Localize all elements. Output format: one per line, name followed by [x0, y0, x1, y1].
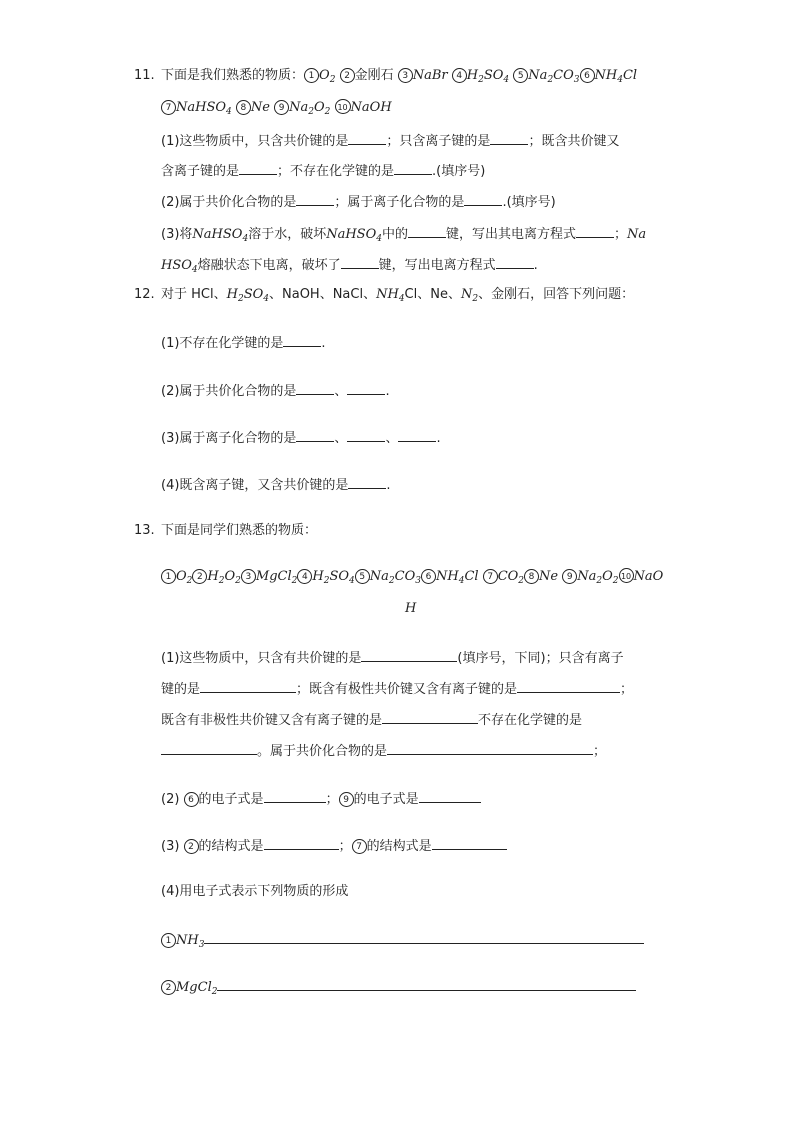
circled-number-icon: 9 — [339, 792, 354, 807]
answer-blank[interactable] — [204, 930, 644, 944]
answer-blank[interactable] — [347, 381, 385, 395]
circled-number-icon: 9 — [562, 569, 577, 584]
answer-blank[interactable] — [398, 428, 436, 442]
circled-number-icon: 3 — [241, 569, 256, 584]
q12-part3: (3)属于离子化合物的是 、 、 . — [161, 428, 441, 448]
circled-number-icon: 3 — [398, 68, 413, 83]
answer-blank[interactable] — [348, 475, 386, 489]
answer-blank[interactable] — [347, 428, 385, 442]
circled-number-icon: 7 — [161, 100, 176, 115]
answer-blank[interactable] — [464, 192, 502, 206]
q12-intro: 对于 HCl、$H_2SO_4$、NaOH、NaCl、$NH_4Cl$、Ne、$N_2$、金刚石，回答下列问题： — [161, 287, 635, 304]
answer-blank[interactable] — [239, 161, 277, 175]
q13-part1-cont3: 。属于共价化合物的是 ； — [161, 741, 606, 761]
answer-blank[interactable] — [517, 679, 620, 693]
answer-blank[interactable] — [496, 255, 534, 269]
question-number: 11. — [134, 68, 155, 83]
circled-number-icon: 4 — [452, 68, 467, 83]
circled-number-icon: 5 — [355, 569, 370, 584]
circled-number-icon: 2 — [184, 839, 199, 854]
answer-blank[interactable] — [408, 224, 446, 238]
answer-blank[interactable] — [382, 710, 478, 724]
q13-part1-cont1: 键的是 ；既含有极性共价键又含有离子键的是 ； — [161, 679, 633, 699]
q13-part4-item2: 2 MgCl$_2$ — [161, 977, 636, 997]
q13-part4-item1: 1 $NH_3$ — [161, 930, 644, 950]
circled-number-icon: 1 — [161, 933, 176, 948]
answer-blank[interactable] — [200, 679, 296, 693]
answer-blank[interactable] — [296, 192, 334, 206]
answer-blank[interactable] — [264, 789, 326, 803]
answer-blank[interactable] — [217, 977, 636, 991]
q12-part4: (4)既含离子键，又含共价键的是 . — [161, 475, 391, 495]
q11-part1: (1)这些物质中，只含共价键的是 ；只含离子键的是 ；既含共价键又 — [161, 131, 619, 151]
circled-number-icon: 7 — [483, 569, 498, 584]
q11-substance-list-line1: 下面是我们熟悉的物质： 1 $O_2$ 2 金刚石 3 NaBr 4 $H_2SO_4$ 5 $Na_2CO_3$ 6 $NH_4Cl$ — [161, 68, 638, 85]
q13-part4: (4)用电子式表示下列物质的形成 — [161, 884, 349, 899]
q11-part3: (3)将NaHSO$_4$溶于水，破坏NaHSO$_4$中的 键，写出其电离方程式 ；Na — [161, 224, 646, 244]
q12-part1: (1)不存在化学键的是 . — [161, 333, 326, 353]
q12-part2: (2)属于共价化合物的是 、 . — [161, 381, 390, 401]
question-number: 12. — [134, 287, 155, 302]
q11-intro: 下面是我们熟悉的物质： — [161, 68, 305, 83]
circled-number-icon: 2 — [192, 569, 207, 584]
answer-blank[interactable] — [283, 333, 321, 347]
circled-number-icon: 5 — [513, 68, 528, 83]
circled-number-icon: 9 — [274, 100, 289, 115]
answer-blank[interactable] — [161, 741, 257, 755]
circled-number-icon: 6 — [421, 569, 436, 584]
q13-part3: (3) 2 的结构式是 ； 7 的结构式是 — [161, 836, 507, 856]
answer-blank[interactable] — [419, 789, 481, 803]
answer-blank[interactable] — [341, 255, 379, 269]
answer-blank[interactable] — [394, 161, 432, 175]
circled-number-icon: 10 — [335, 99, 351, 114]
circled-number-icon: 6 — [184, 792, 199, 807]
q13-part1-cont2: 既含有非极性共价键又含有离子键的是 不存在化学键的是 — [161, 710, 582, 730]
question-number: 13. — [134, 523, 155, 538]
answer-blank[interactable] — [296, 381, 334, 395]
answer-blank[interactable] — [264, 836, 339, 850]
q11-part2: (2)属于共价化合物的是 ；属于离子化合物的是 .(填序号) — [161, 192, 556, 212]
circled-number-icon: 7 — [352, 839, 367, 854]
q13-part2: (2) 6 的电子式是 ； 9 的电子式是 — [161, 789, 481, 809]
q11-part1-cont: 含离子键的是 ；不存在化学键的是 .(填序号) — [161, 161, 485, 181]
circled-number-icon: 6 — [580, 68, 595, 83]
answer-blank[interactable] — [490, 131, 528, 145]
circled-number-icon: 2 — [161, 980, 176, 995]
q13-part1: (1)这些物质中，只含有共价键的是 (填序号，下同)；只含有离子 — [161, 648, 624, 668]
answer-blank[interactable] — [576, 224, 614, 238]
circled-number-icon: 4 — [297, 569, 312, 584]
q13-list-wrap: H — [405, 601, 417, 616]
answer-blank[interactable] — [348, 131, 386, 145]
q13-intro: 下面是同学们熟悉的物质： — [161, 523, 318, 538]
circled-number-icon: 2 — [340, 68, 355, 83]
q11-substance-list-line2: 7 NaHSO$_4$ 8 Ne 9 $Na_2O_2$ 10 NaOH — [161, 99, 392, 117]
q13-substance-list: 1 $O_2$ 2 $H_2O_2$ 3 MgCl$_2$ 4 $H_2SO_4$ 5 $Na_2CO_3$ 6 $NH_4Cl$ 7 $CO_2$ 8 Ne 9 $Na_2O_2$ 10 NaO — [161, 568, 663, 586]
answer-blank[interactable] — [432, 836, 507, 850]
circled-number-icon: 1 — [304, 68, 319, 83]
circled-number-icon: 10 — [619, 568, 634, 583]
circled-number-icon: 1 — [161, 569, 176, 584]
answer-blank[interactable] — [296, 428, 334, 442]
q11-part3-cont: $HSO_4$熔融状态下电离，破坏了 键，写出电离方程式 . — [161, 255, 538, 275]
answer-blank[interactable] — [387, 741, 593, 755]
answer-blank[interactable] — [361, 648, 457, 662]
circled-number-icon: 8 — [236, 100, 251, 115]
circled-number-icon: 8 — [524, 569, 539, 584]
